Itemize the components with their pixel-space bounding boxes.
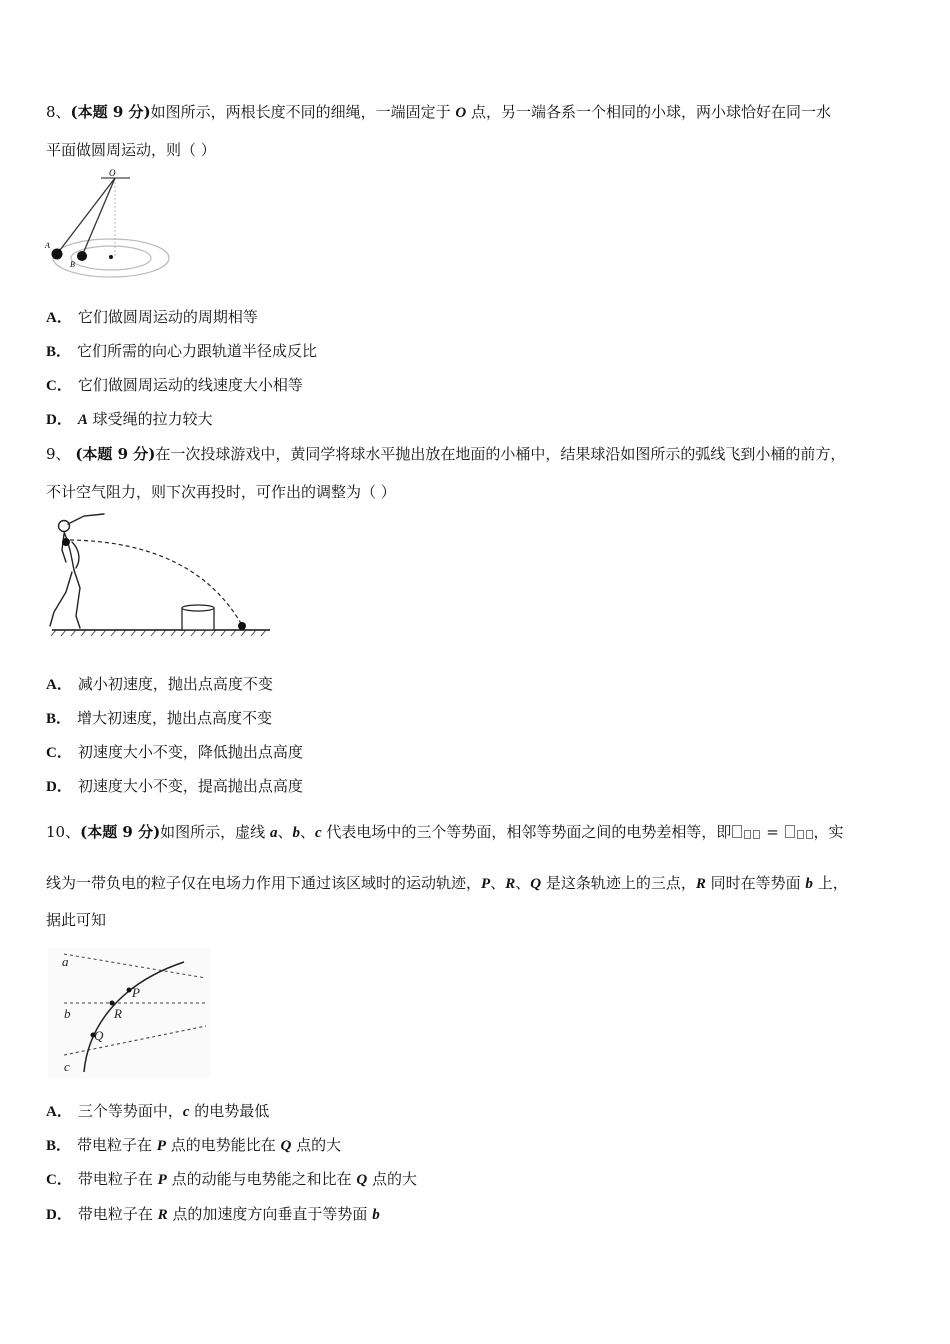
q10-score: (本题 9 分) (80, 823, 161, 841)
q8-pendulum-figure (44, 166, 174, 278)
q8-option-d[interactable]: D． A 球受绳的拉力较大 (46, 410, 213, 428)
q10-option-a[interactable]: A． 三个等势面中，c 的电势最低 (46, 1102, 270, 1120)
q9-option-c[interactable]: C． 初速度大小不变，降低抛出点高度 (46, 743, 303, 761)
q8-stem-line1: 8、(本题 9 分)如图所示，两根长度不同的细绳，一端固定于 O 点，另一端各系一个相同的小球，两小球恰好在同一水 (46, 103, 832, 121)
formula-placeholder-right (784, 823, 814, 841)
q9-option-b[interactable]: B． 增大初速度，抛出点高度不变 (46, 709, 273, 727)
q10-stem-line1: 10、(本题 9 分)如图所示，虚线 a、b、c 代表电场中的三个等势面，相邻等势面之间的电势差相等，即 = ，实 (46, 823, 844, 841)
q9-stem-line2: 不计空气阻力，则下次再投时，可作出的调整为（ ） (46, 483, 396, 501)
q10-label-a: a (62, 954, 69, 969)
q10-field-figure (48, 948, 210, 1078)
q8-label-b: B (70, 260, 75, 269)
q10-number: 10、 (46, 823, 81, 841)
q10-option-d[interactable]: D． 带电粒子在 R 点的加速度方向垂直于等势面 b (46, 1205, 380, 1223)
q8-option-b[interactable]: B． 它们所需的向心力跟轨道半径成反比 (46, 342, 318, 360)
q9-number: 9、 (46, 445, 71, 463)
q9-option-a[interactable]: A． 减小初速度，抛出点高度不变 (46, 675, 273, 693)
q10-label-b: b (64, 1006, 71, 1021)
q8-option-c[interactable]: C． 它们做圆周运动的线速度大小相等 (46, 376, 303, 394)
q10-label-c: c (64, 1059, 70, 1074)
q8-label-a: A (45, 241, 50, 250)
q10-option-b[interactable]: B． 带电粒子在 P 点的电势能比在 Q 点的大 (46, 1136, 342, 1154)
q8-score: (本题 9 分) (70, 103, 151, 121)
formula-placeholder-left (731, 823, 761, 841)
q9-option-d[interactable]: D． 初速度大小不变，提高抛出点高度 (46, 777, 303, 795)
q8-option-a[interactable]: A． 它们做圆周运动的周期相等 (46, 308, 258, 326)
q10-option-c[interactable]: C． 带电粒子在 P 点的动能与电势能之和比在 Q 点的大 (46, 1170, 417, 1188)
q9-throw-figure (44, 512, 274, 638)
q10-label-p: P (132, 985, 140, 1000)
q9-score: (本题 9 分) (75, 445, 156, 463)
q10-stem-line2: 线为一带负电的粒子仅在电场力作用下通过该区域时的运动轨迹，P、R、Q 是这条轨迹上的三点，R 同时在等势面 b 上， (46, 874, 848, 892)
q8-label-o: O (109, 168, 116, 178)
q10-label-r: R (114, 1006, 122, 1021)
q10-label-q: Q (94, 1028, 104, 1043)
q9-stem-line1: 9、 (本题 9 分)在一次投球游戏中，黄同学将球水平抛出放在地面的小桶中，结果球沿如图所示的弧线飞到小桶的前方， (46, 445, 846, 463)
q8-stem-line2: 平面做圆周运动，则（ ） (46, 141, 216, 159)
q10-stem-line3: 据此可知 (46, 911, 107, 929)
q8-number: 8、 (46, 103, 71, 121)
